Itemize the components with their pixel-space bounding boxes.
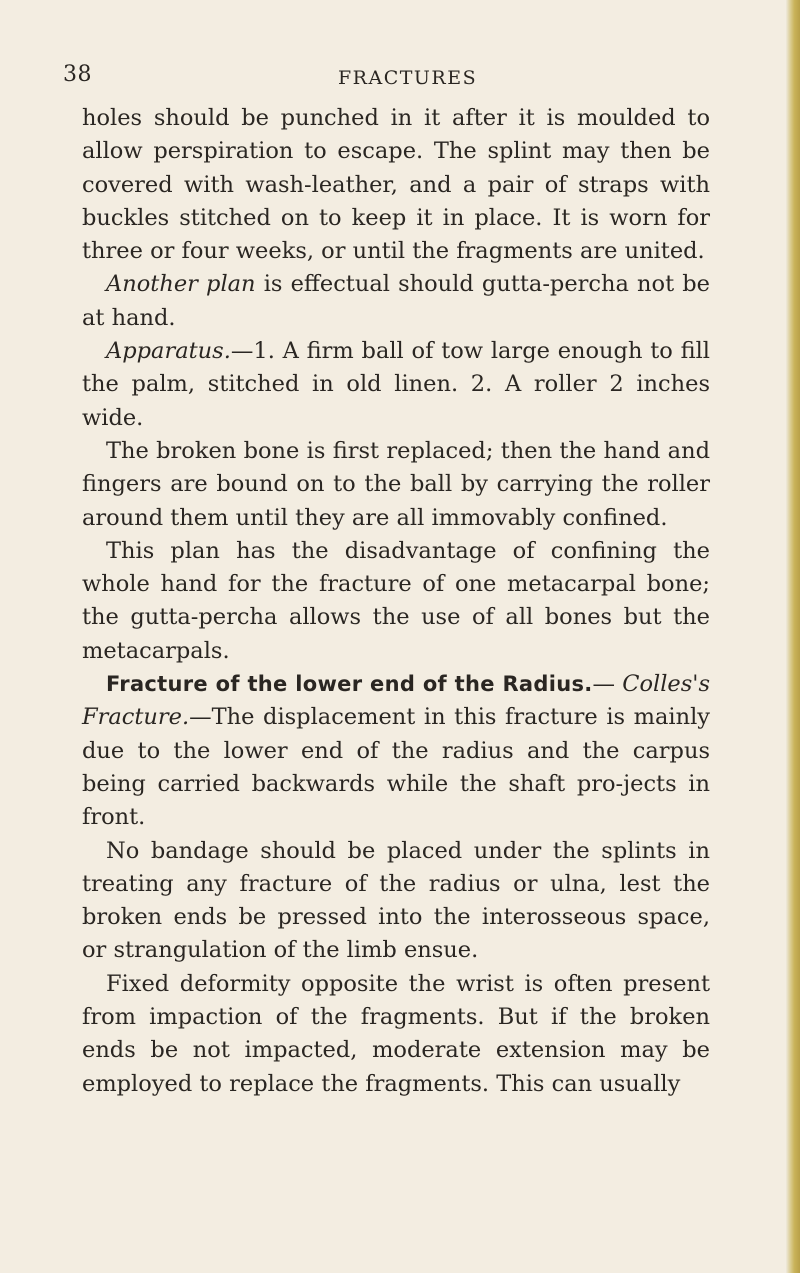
paragraph-continuation: [82, 102, 710, 268]
heading-dash: —: [592, 671, 616, 698]
paragraph-no-bandage: [82, 835, 710, 968]
paragraph-text: Fixed deformity opposite the wrist is often present from impaction of the fragments. But if the broken ends be not impacted, moderate extension may be employed to replace the fragments. This can usually: [82, 970, 710, 1097]
paragraph-lead-in: Apparatus.: [106, 338, 231, 365]
paragraph-text: —1. A firm ball of tow large enough to fill the palm, stitched in old linen. 2. A roller 2 inches wide.: [82, 338, 710, 431]
paragraph-text: —The displacement in this fracture is mainly due to the lower end of the radius and the carpus being carried backwards while the shaft pro-jects in front.: [82, 704, 710, 831]
paragraph-text: is effectual should gutta-percha not be at hand.: [82, 271, 710, 331]
paragraph-apparatus: [82, 335, 710, 435]
paragraph-text: holes should be punched in it after it is moulded to allow perspiration to escape. The splint may then be covered with wash-leather, and a pair of straps with buckles stitched on to keep it in place. It is worn for three or four weeks, or until the fragments are united.: [82, 105, 710, 265]
paragraph-fixed-deformity: [82, 968, 710, 1101]
running-head: FRACTURES: [338, 67, 478, 89]
paragraph-text: No bandage should be placed under the splints in treating any fracture of the radius or ulna, lest the broken ends be pressed into the interosseous space, or strangulation of the limb ensue.: [82, 837, 710, 964]
paragraph-disadvantage: [82, 535, 710, 668]
paragraph-another-plan: [82, 268, 710, 335]
page-number: 38: [63, 62, 92, 87]
paragraph-text: This plan has the disadvantage of confining the whole hand for the fracture of one metacarpal bone; the gutta-percha allows the use of all bones but the metacarpals.: [82, 537, 710, 664]
paragraph-lead-in: Another plan: [106, 271, 256, 298]
paragraph-radius-fracture: [82, 668, 710, 834]
section-heading: Fracture of the lower end of the Radius.: [106, 672, 593, 697]
paragraph-procedure: [82, 435, 710, 535]
paragraph-lead-in: Colles's Fracture.: [82, 671, 710, 731]
body-text: [82, 102, 710, 1101]
page-edge: [786, 0, 800, 1273]
paragraph-text: The broken bone is first replaced; then the hand and fingers are bound on to the ball by carrying the roller around them until they are all immovably confined.: [82, 437, 710, 531]
